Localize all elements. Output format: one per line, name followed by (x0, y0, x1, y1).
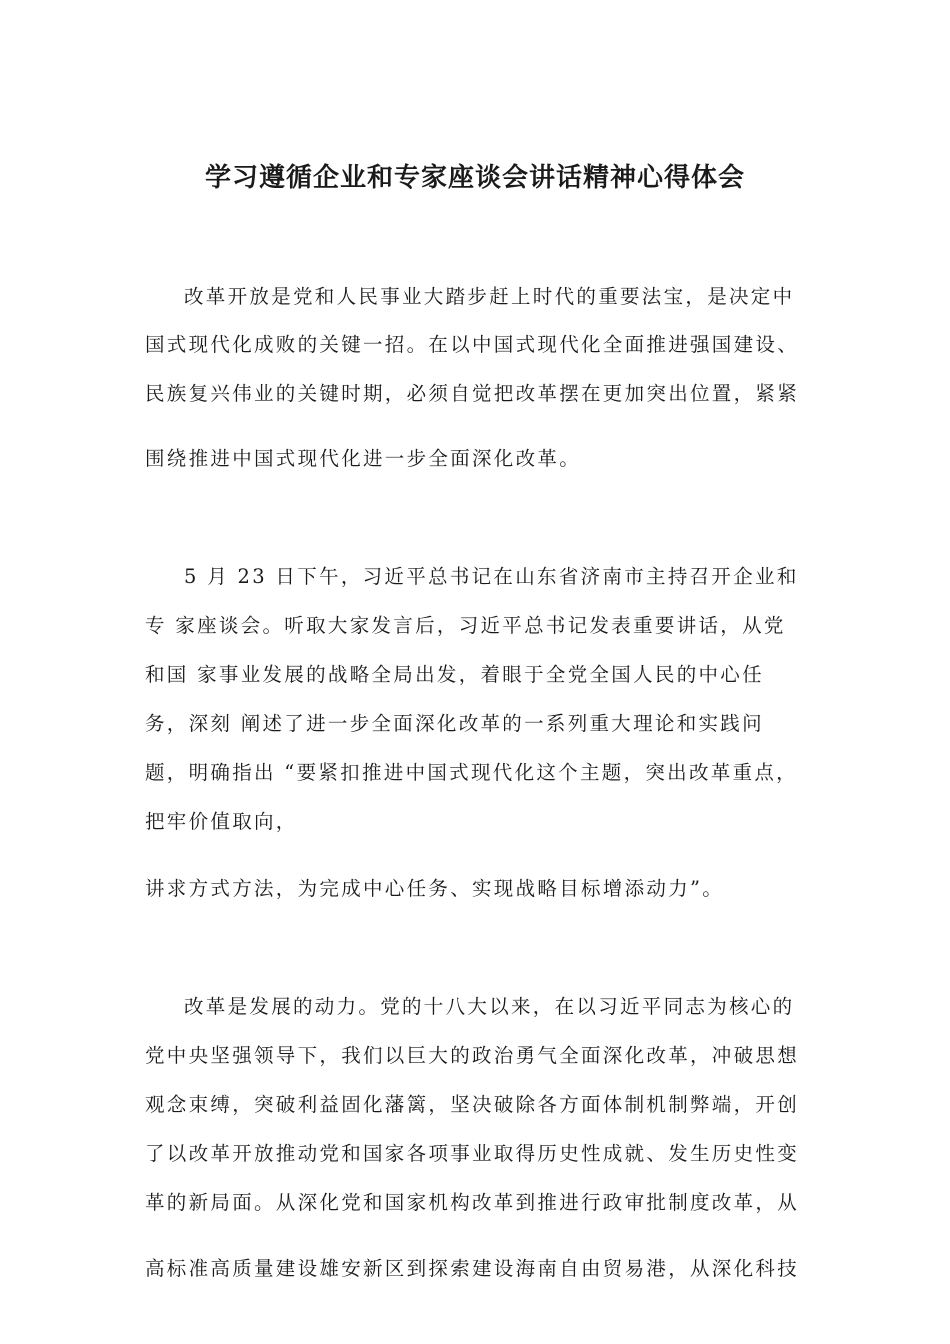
paragraph-1-line-4: 围绕推进中国式现代化进一步全面深化改革。 (145, 447, 582, 470)
paragraph-3-line-4: 了以改革开放推动党和国家各项事业取得历史性成就、发生历史性变 (145, 1142, 800, 1165)
paragraph-1-line-3: 民族复兴伟业的关键时期，必须自觉把改革摆在更加突出位置，紧紧 (145, 382, 800, 405)
paragraph-3-line-3: 观念束缚，突破利益固化藩篱，坚决破除各方面体制机制弊端，开创 (145, 1093, 800, 1116)
paragraph-1-line-1: 改革开放是党和人民事业大踏步赶上时代的重要法宝，是决定中 (184, 285, 795, 308)
paragraph-3-line-1: 改革是发展的动力。党的十八大以来，在以习近平同志为核心的 (184, 995, 795, 1018)
paragraph-3-line-2: 党中央坚强领导下，我们以巨大的政治勇气全面深化改革，冲破思想 (145, 1044, 800, 1067)
paragraph-2-line-1: 5 月 23 日下午，习近平总书记在山东省济南市主持召开企业和 (184, 565, 799, 588)
paragraph-2-line-2: 专 家座谈会。听取大家发言后，习近平总书记发表重要讲话，从党 (145, 614, 786, 637)
paragraph-2-line-7: 讲求方式方法，为完成中心任务、实现战略目标增添动力”。 (145, 877, 725, 900)
paragraph-3-line-6: 高标准高质量建设雄安新区到探索建设海南自由贸易港，从深化科技 (145, 1257, 800, 1280)
paragraph-2-line-5: 题，明确指出 “要紧扣推进中国式现代化这个主题，突出改革重点， (145, 761, 798, 784)
paragraph-3-line-5: 革的新局面。从深化党和国家机构改革到推进行政审批制度改革，从 (145, 1191, 800, 1214)
paragraph-1-line-2: 国式现代化成败的关键一招。在以中国式现代化全面推进强国建设、 (145, 333, 800, 356)
paragraph-2-line-6: 把牢价值取向， (145, 810, 298, 833)
paragraph-2-line-4: 务，深刻 阐述了进一步全面深化改革的一系列重大理论和实践问 (145, 712, 764, 735)
paragraph-2-line-3: 和国 家事业发展的战略全局出发，着眼于全党全国人民的中心任 (145, 663, 764, 686)
document-title: 学习遵循企业和专家座谈会讲话精神心得体会 (204, 163, 745, 193)
